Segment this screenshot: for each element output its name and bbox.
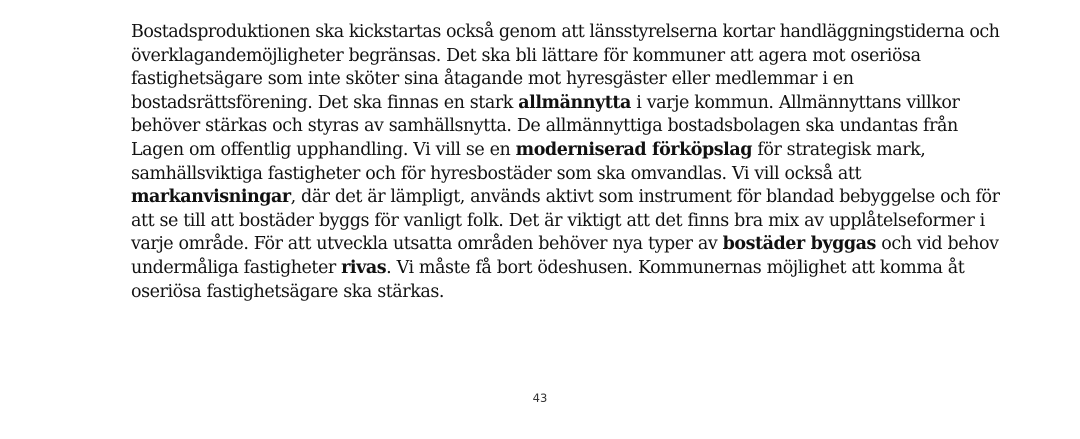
text-run: för strategisk mark, — [752, 139, 926, 160]
body-paragraph — [131, 21, 1001, 304]
bold-term: rivas — [341, 257, 387, 278]
text-run: i varje kommun. Allmännyttans villkor — [630, 92, 960, 113]
text-line — [131, 139, 1001, 163]
bold-term: markanvisningar — [131, 187, 291, 208]
text-line — [131, 92, 1001, 116]
text-line — [131, 21, 1001, 45]
text-line — [131, 257, 1001, 281]
text-run: Lagen om offentlig upphandling. Vi vill se en — [131, 139, 516, 160]
text-line — [131, 115, 1001, 139]
text-line — [131, 68, 1001, 92]
text-run: . Vi måste få bort ödeshusen. Kommunernas möjlighet att komma åt — [386, 257, 965, 278]
text-line — [131, 281, 1001, 305]
text-run: oseriösa fastighetsägare ska stärkas. — [131, 281, 444, 302]
text-run: fastighetsägare som inte sköter sina åtagande mot hyresgäster eller medlemmar i en — [131, 69, 854, 90]
text-run: , där det är lämpligt, används aktivt som instrument för blandad bebyggelse och för — [290, 187, 1000, 208]
bold-term: bostäder byggas — [722, 234, 876, 255]
text-line — [131, 45, 1001, 69]
text-line — [131, 233, 1001, 257]
text-run: samhällsviktiga fastigheter och för hyresbostäder som ska omvandlas. Vi vill också att — [131, 163, 862, 184]
text-line — [131, 163, 1001, 187]
text-run: överklagandemöjligheter begränsas. Det ska bli lättare för kommuner att agera mot oseriösa — [131, 45, 921, 66]
text-run: att se till att bostäder byggs för vanligt folk. Det är viktigt att det finns bra mix av upplåtelseformer i — [131, 210, 985, 231]
page-number: 43 — [532, 391, 548, 405]
text-run: undermåliga fastigheter — [131, 257, 342, 278]
text-run: varje område. För att utveckla utsatta områden behöver nya typer av — [131, 234, 723, 255]
text-line — [131, 186, 1001, 210]
text-run: bostadsrättsförening. Det ska finnas en stark — [131, 92, 519, 113]
text-run: Bostadsproduktionen ska kickstartas också genom att länsstyrelserna kortar handläggningstiderna och — [131, 22, 1000, 42]
bold-term: moderniserad förköpslag — [515, 139, 753, 160]
text-run: behöver stärkas och styras av samhällsnytta. De allmännyttiga bostadsbolagen ska undantas från — [131, 116, 958, 137]
text-run: och vid behov — [875, 234, 999, 255]
bold-term: allmännytta — [518, 92, 631, 113]
text-line — [131, 210, 1001, 234]
